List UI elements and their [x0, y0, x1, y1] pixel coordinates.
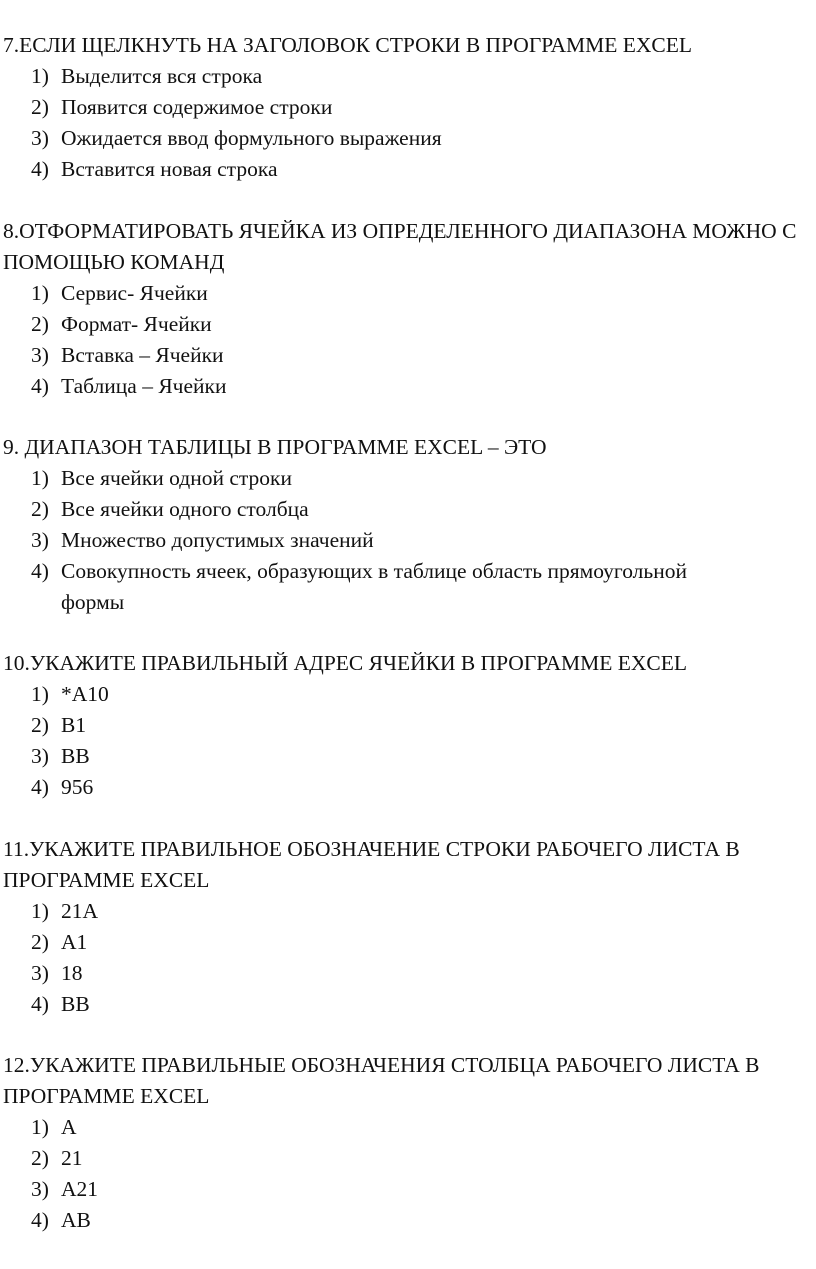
option-text: A — [61, 1115, 77, 1139]
option-text: *A10 — [61, 682, 109, 706]
question-10 — [3, 648, 813, 803]
question-title: 11.УКАЖИТЕ ПРАВИЛЬНОЕ ОБОЗНАЧЕНИЕ СТРОКИ РАБОЧЕГО ЛИСТА В ПРОГРАММЕ EXCEL — [3, 837, 740, 892]
option-text: Таблица – Ячейки — [61, 374, 227, 398]
option-text: 18 — [61, 961, 83, 985]
answer-option — [3, 896, 813, 927]
option-text: Вставится новая строка — [61, 157, 278, 181]
option-text: A1 — [61, 930, 88, 954]
answer-option — [3, 494, 813, 525]
option-number: 3) — [31, 744, 49, 768]
option-number: 2) — [31, 312, 49, 336]
answer-option — [3, 989, 813, 1020]
option-number: 3) — [31, 1177, 49, 1201]
answer-option — [3, 371, 813, 402]
answer-option — [3, 1205, 813, 1236]
answer-option — [3, 340, 813, 371]
option-number: 1) — [31, 682, 49, 706]
question-title: 12.УКАЖИТЕ ПРАВИЛЬНЫЕ ОБОЗНАЧЕНИЯ СТОЛБЦА РАБОЧЕГО ЛИСТА В ПРОГРАММЕ EXCEL — [3, 1053, 760, 1108]
option-number: 3) — [31, 343, 49, 367]
answer-option — [3, 710, 813, 741]
answer-option — [3, 525, 813, 556]
question-8 — [3, 216, 813, 402]
question-7 — [3, 30, 813, 185]
option-number: 2) — [31, 497, 49, 521]
option-text: BB — [61, 744, 90, 768]
option-number: 3) — [31, 126, 49, 150]
answer-option — [3, 154, 813, 185]
answer-options — [3, 896, 813, 1020]
option-number: 3) — [31, 528, 49, 552]
option-text: Все ячейки одного столбца — [61, 497, 309, 521]
option-number: 2) — [31, 930, 49, 954]
option-text: Сервис- Ячейки — [61, 281, 208, 305]
option-text: BB — [61, 992, 90, 1016]
question-11 — [3, 834, 813, 1020]
option-number: 2) — [31, 95, 49, 119]
option-number: 2) — [31, 713, 49, 737]
option-number: 1) — [31, 281, 49, 305]
answer-option — [3, 463, 813, 494]
answer-option — [3, 958, 813, 989]
option-text: Выделится вся строка — [61, 64, 263, 88]
option-text: Совокупность ячеек, образующих в таблице область прямоугольной формы — [61, 559, 687, 614]
option-text: 21A — [61, 899, 99, 923]
answer-option — [3, 61, 813, 92]
option-text: B1 — [61, 713, 87, 737]
option-text: Все ячейки одной строки — [61, 466, 292, 490]
answer-option — [3, 1143, 813, 1174]
option-text: Формат- Ячейки — [61, 312, 212, 336]
answer-option — [3, 679, 813, 710]
answer-options — [3, 463, 813, 618]
option-text: Ожидается ввод формульного выражения — [61, 126, 442, 150]
answer-options — [3, 1112, 813, 1236]
option-number: 4) — [31, 992, 49, 1016]
option-number: 3) — [31, 961, 49, 985]
answer-option — [3, 772, 813, 803]
answer-option — [3, 92, 813, 123]
option-number: 1) — [31, 64, 49, 88]
option-number: 1) — [31, 466, 49, 490]
answer-option — [3, 278, 813, 309]
answer-options — [3, 61, 813, 185]
option-text: 21 — [61, 1146, 83, 1170]
question-12 — [3, 1050, 813, 1236]
option-text: A21 — [61, 1177, 99, 1201]
option-number: 4) — [31, 775, 49, 799]
answer-option — [3, 123, 813, 154]
option-text: 956 — [61, 775, 94, 799]
answer-options — [3, 278, 813, 402]
option-text: Появится содержимое строки — [61, 95, 333, 119]
question-title: 9. ДИАПАЗОН ТАБЛИЦЫ В ПРОГРАММЕ EXCEL – ЭТО — [3, 435, 547, 459]
answer-options — [3, 679, 813, 803]
option-text: Вставка – Ячейки — [61, 343, 224, 367]
question-title: 10.УКАЖИТЕ ПРАВИЛЬНЫЙ АДРЕС ЯЧЕЙКИ В ПРОГРАММЕ EXCEL — [3, 651, 688, 675]
option-text: AB — [61, 1208, 91, 1232]
option-number: 4) — [31, 559, 49, 583]
answer-option — [3, 1112, 813, 1143]
question-9 — [3, 432, 813, 618]
question-title: 8.ОТФОРМАТИРОВАТЬ ЯЧЕЙКА ИЗ ОПРЕДЕЛЕННОГО ДИАПАЗОНА МОЖНО С ПОМОЩЬЮ КОМАНД — [3, 219, 797, 274]
answer-option — [3, 1174, 813, 1205]
answer-option — [3, 927, 813, 958]
answer-option — [3, 556, 813, 618]
option-text: Множество допустимых значений — [61, 528, 374, 552]
option-number: 1) — [31, 899, 49, 923]
option-number: 1) — [31, 1115, 49, 1139]
option-number: 2) — [31, 1146, 49, 1170]
option-number: 4) — [31, 1208, 49, 1232]
answer-option — [3, 741, 813, 772]
option-number: 4) — [31, 157, 49, 181]
option-number: 4) — [31, 374, 49, 398]
answer-option — [3, 309, 813, 340]
question-title: 7.ЕСЛИ ЩЕЛКНУТЬ НА ЗАГОЛОВОК СТРОКИ В ПРОГРАММЕ EXCEL — [3, 33, 692, 57]
